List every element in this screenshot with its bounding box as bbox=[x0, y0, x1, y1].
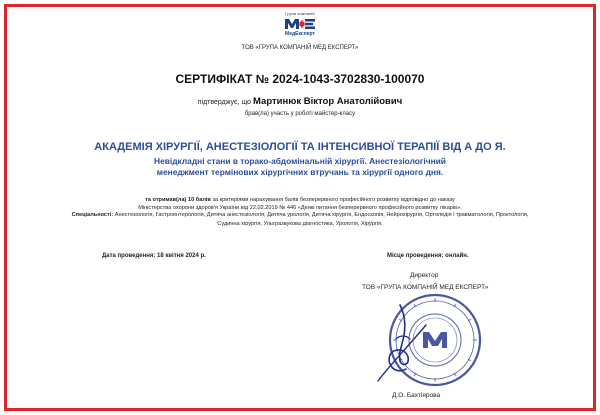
specialties-label: Спеціальності: bbox=[71, 212, 114, 218]
points-prefix: та отримав(ла) 10 балів bbox=[145, 197, 211, 203]
director-title: Директор bbox=[410, 272, 439, 279]
participant-name: Мартинюк Віктор Анатолійович bbox=[253, 96, 403, 107]
issuer-company: ТОВ «ГРУПА КОМПАНІЙ МЕД ЕКСПЕРТ» bbox=[241, 45, 359, 51]
points-order: Міністерства охорони здоров'я України від 22.02.2019 № 446 «Деякі питання безперервного професійного розвитку лікарів». bbox=[138, 205, 462, 211]
specialties-list: Анестезіологія, Гастроентерологія, Дитяча анестезіологія, Дитяча урологія, Дитяча хірургія, Ендоскопія, Нейрохірургія, Ортопедія і травматологія, Проктологія, Судинна хірургія, Ультразвукова діагностика, Урологія, Хірургія. bbox=[114, 212, 529, 227]
med-expert-logo-icon bbox=[282, 17, 318, 31]
event-place: Місце проведення: онлайн. bbox=[387, 253, 469, 259]
event-date: Дата проведення: 18 квітня 2024 р. bbox=[102, 253, 206, 259]
points-statement bbox=[60, 196, 540, 212]
points-criteria: за критеріями нарахування балів безперервного професійного розвитку відповідно до наказу bbox=[212, 197, 455, 203]
logo-group-text: Група компаній bbox=[285, 11, 315, 16]
confirm-prefix: підтверджує, що bbox=[197, 99, 252, 106]
participation-role: брав(ла) участь у роботі майстер-класу bbox=[244, 111, 356, 117]
director-company: ТОВ «ГРУПА КОМПАНІЙ МЕД ЕКСПЕРТ» bbox=[362, 284, 489, 291]
specialties-block bbox=[60, 211, 540, 228]
certificate-title: СЕРТИФІКАТ № 2024-1043-3702830-100070 bbox=[175, 72, 425, 86]
confirm-line bbox=[0, 96, 600, 107]
course-title: АКАДЕМІЯ ХІРУРГІЇ, АНЕСТЕЗІОЛОГІЇ ТА ІНТЕНСИВНОЇ ТЕРАПІЇ ВІД А ДО Я. bbox=[94, 141, 506, 153]
company-logo bbox=[0, 11, 600, 37]
handwritten-signature-icon bbox=[370, 295, 430, 385]
signer-name: Д.О. Бахтіярова bbox=[392, 392, 441, 399]
logo-name-text: МедЕксперт bbox=[285, 31, 315, 37]
course-subtitle: Невідкладні стани в торако-абдомінальній хірургії. Анестезіологічний менеджмент термінових хірургічних втручань та хірургії одного дня. bbox=[154, 156, 446, 177]
